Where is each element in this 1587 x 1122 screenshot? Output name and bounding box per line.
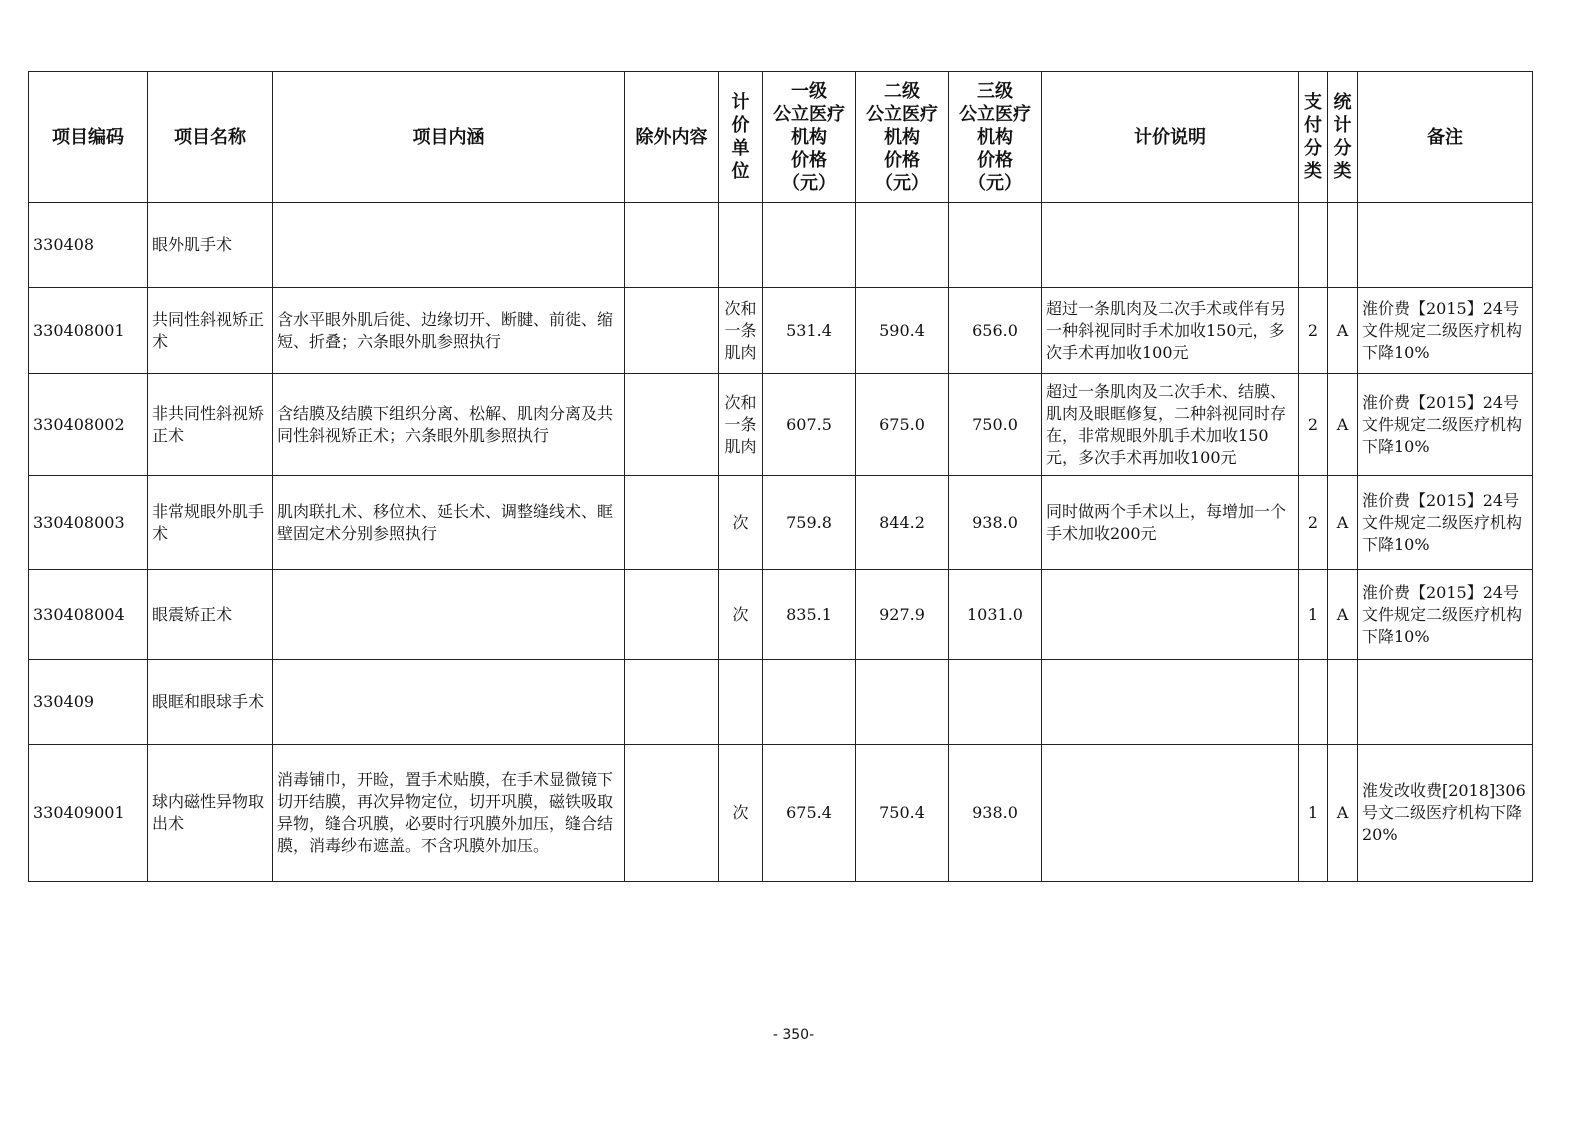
table-row [29,570,1533,660]
cell-code: 330408002 [29,374,148,476]
page-number: - 350- [772,1027,815,1043]
table-row [29,288,1533,374]
cell-remark [1358,660,1533,745]
table-row [29,374,1533,476]
cell-price-level1: 531.4 [763,288,856,374]
pricing-note-text: 超过一条肌肉及二次手术、结膜、肌肉及眼眶修复，二种斜视同时存在，非常规眼外肌手术加收150元，多次手术再加收100元 [1046,381,1287,467]
header-price-level1: 一级 公立医疗 机构 价格 （元） [763,72,856,203]
cell-name: 眼震矫正术 [148,570,273,660]
cell-name: 眼外肌手术 [148,203,273,288]
header-price-level3: 三级 公立医疗 机构 价格 （元） [949,72,1042,203]
cell-exclusion [625,288,719,374]
cell-unit: 次和一条肌肉 [719,374,763,476]
price-table [28,71,1533,882]
cell-price-level3: 1031.0 [949,570,1042,660]
cell-unit [719,660,763,745]
cell-price-level1: 607.5 [763,374,856,476]
header-exclusion: 除外内容 [625,72,719,203]
cell-price-level2: 844.2 [856,476,949,570]
cell-payment-category: 1 [1299,570,1328,660]
cell-exclusion [625,570,719,660]
cell-stat-category [1328,203,1358,288]
cell-code: 330409001 [29,745,148,882]
cell-remark: 淮价费【2015】24号文件规定二级医疗机构下降10% [1358,374,1533,476]
table-row [29,660,1533,745]
cell-payment-category: 2 [1299,476,1328,570]
cell-price-level3 [949,203,1042,288]
cell-name: 非共同性斜视矫正术 [148,374,273,476]
cell-price-level3: 750.0 [949,374,1042,476]
cell-price-level3: 938.0 [949,476,1042,570]
cell-unit: 次和一条肌肉 [719,288,763,374]
cell-payment-category [1299,203,1328,288]
cell-name: 非常规眼外肌手术 [148,476,273,570]
cell-content: 消毒铺巾，开睑，置手术贴膜，在手术显微镜下切开结膜，再次异物定位，切开巩膜，磁铁吸取异物，缝合巩膜，必要时行巩膜外加压，缝合结膜，消毒纱布遮盖。不含巩膜外加压。 [273,745,625,882]
header-name: 项目名称 [148,72,273,203]
cell-price-level2 [856,660,949,745]
cell-name: 球内磁性异物取出术 [148,745,273,882]
cell-code: 330408 [29,203,148,288]
table-row [29,203,1533,288]
cell-unit: 次 [719,745,763,882]
cell-price-level1: 835.1 [763,570,856,660]
cell-stat-category: A [1328,288,1358,374]
cell-exclusion [625,660,719,745]
cell-pricing-note [1042,660,1299,745]
cell-pricing-note [1042,203,1299,288]
cell-code: 330409 [29,660,148,745]
cell-price-level2: 590.4 [856,288,949,374]
cell-exclusion [625,203,719,288]
cell-pricing-note: 超过一条肌肉及二次手术或伴有另一种斜视同时手术加收150元，多次手术再加收100元 [1042,288,1299,374]
cell-price-level2: 675.0 [856,374,949,476]
table-row [29,745,1533,882]
cell-name: 眼眶和眼球手术 [148,660,273,745]
cell-exclusion [625,745,719,882]
cell-pricing-note: 同时做两个手术以上，每增加一个手术加收200元 [1042,476,1299,570]
cell-code: 330408003 [29,476,148,570]
cell-stat-category: A [1328,745,1358,882]
header-payment-category: 支 付 分 类 [1299,72,1328,203]
header-row [29,72,1533,203]
cell-content: 肌肉联扎术、移位术、延长术、调整缝线术、眶壁固定术分别参照执行 [273,476,625,570]
cell-payment-category: 2 [1299,288,1328,374]
cell-remark: 淮价费【2015】24号文件规定二级医疗机构下降10% [1358,476,1533,570]
cell-price-level2: 927.9 [856,570,949,660]
cell-price-level1 [763,203,856,288]
cell-remark: 淮发改收费[2018]306号文二级医疗机构下降20% [1358,745,1533,882]
cell-price-level1: 675.4 [763,745,856,882]
table-header [29,72,1533,203]
cell-pricing-note [1042,745,1299,882]
cell-price-level1 [763,660,856,745]
cell-content [273,660,625,745]
cell-content [273,570,625,660]
cell-stat-category [1328,660,1358,745]
cell-price-level3 [949,660,1042,745]
header-price-level2: 二级 公立医疗 机构 价格 （元） [856,72,949,203]
cell-unit [719,203,763,288]
cell-code: 330408001 [29,288,148,374]
cell-content: 含结膜及结膜下组织分离、松解、肌肉分离及共同性斜视矫正术；六条眼外肌参照执行 [273,374,625,476]
header-content: 项目内涵 [273,72,625,203]
cell-payment-category [1299,660,1328,745]
cell-price-level2 [856,203,949,288]
table-row [29,476,1533,570]
header-stat-category: 统 计 分 类 [1328,72,1358,203]
header-code: 项目编码 [29,72,148,203]
cell-price-level3: 656.0 [949,288,1042,374]
cell-remark: 淮价费【2015】24号文件规定二级医疗机构下降10% [1358,570,1533,660]
cell-name: 共同性斜视矫正术 [148,288,273,374]
cell-price-level2: 750.4 [856,745,949,882]
cell-payment-category: 1 [1299,745,1328,882]
cell-content [273,203,625,288]
cell-content: 含水平眼外肌后徙、边缘切开、断腱、前徙、缩短、折叠；六条眼外肌参照执行 [273,288,625,374]
cell-code: 330408004 [29,570,148,660]
cell-stat-category: A [1328,476,1358,570]
cell-exclusion [625,476,719,570]
cell-pricing-note [1042,374,1299,476]
cell-payment-category: 2 [1299,374,1328,476]
cell-stat-category: A [1328,374,1358,476]
cell-unit: 次 [719,476,763,570]
cell-price-level3: 938.0 [949,745,1042,882]
table-body [29,203,1533,882]
cell-price-level1: 759.8 [763,476,856,570]
cell-exclusion [625,374,719,476]
cell-unit: 次 [719,570,763,660]
cell-remark: 淮价费【2015】24号文件规定二级医疗机构下降10% [1358,288,1533,374]
header-remark: 备注 [1358,72,1533,203]
cell-pricing-note [1042,570,1299,660]
cell-stat-category: A [1328,570,1358,660]
header-pricing-note: 计价说明 [1042,72,1299,203]
header-unit: 计 价 单 位 [719,72,763,203]
cell-remark [1358,203,1533,288]
